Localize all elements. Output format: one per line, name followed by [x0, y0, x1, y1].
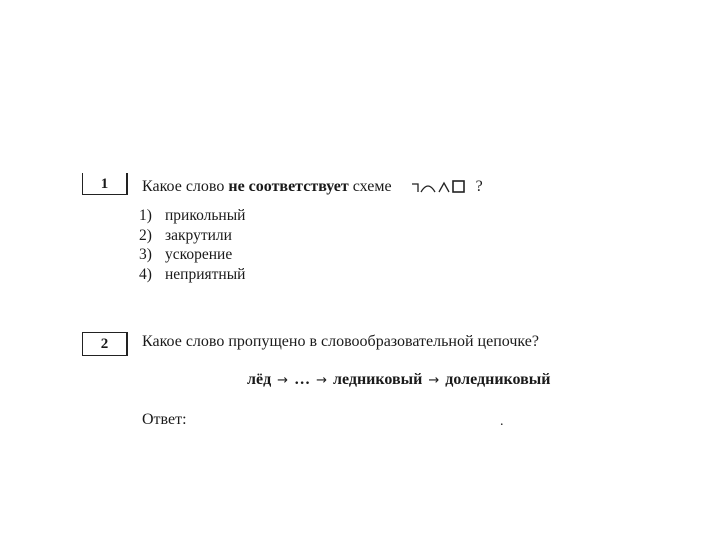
option-number: 2): [139, 226, 152, 244]
option-3: [139, 245, 245, 265]
arrow-right-icon: →: [428, 373, 440, 388]
task-1-question: [142, 178, 483, 196]
arrow-right-icon: →: [277, 373, 289, 388]
option-text: закрутили: [165, 226, 232, 244]
chain-word-4: доледниковый: [445, 371, 551, 388]
chain-word-1: лёд: [247, 371, 272, 388]
task-1-options: [139, 206, 245, 284]
chain-word-3: ледниковый: [332, 371, 423, 388]
option-number: 1): [139, 207, 152, 224]
option-text: прикольный: [165, 207, 246, 224]
word-chain: [247, 371, 551, 389]
ending-mark: [453, 181, 464, 192]
task-1-scheme-end: ?: [475, 178, 483, 195]
root-mark: [421, 186, 435, 192]
option-2: [139, 226, 245, 246]
option-text: ускорение: [165, 246, 233, 263]
task-2-question: Какое слово пропущено в словообразовательной цепочке?: [142, 333, 539, 350]
answer-label: Ответ:: [142, 411, 187, 428]
option-4: [139, 265, 245, 285]
task-1-question-start: Какое слово: [142, 178, 229, 195]
option-number: 3): [139, 246, 152, 263]
suffix-mark: [439, 183, 449, 192]
prefix-mark: [412, 184, 418, 192]
answer-line-end: .: [500, 414, 504, 429]
task-1-question-bold: не соответствует: [228, 178, 349, 195]
chain-word-missing: …: [294, 371, 311, 388]
task-1-question-end: схеме: [348, 178, 392, 195]
task-1-number: 1: [82, 173, 128, 195]
arrow-right-icon: →: [316, 373, 327, 388]
option-1: [139, 206, 245, 226]
morpheme-scheme: [410, 178, 476, 196]
option-number: 4): [139, 265, 152, 283]
option-text: неприятный: [165, 265, 246, 283]
task-2-number: 2: [82, 332, 128, 356]
